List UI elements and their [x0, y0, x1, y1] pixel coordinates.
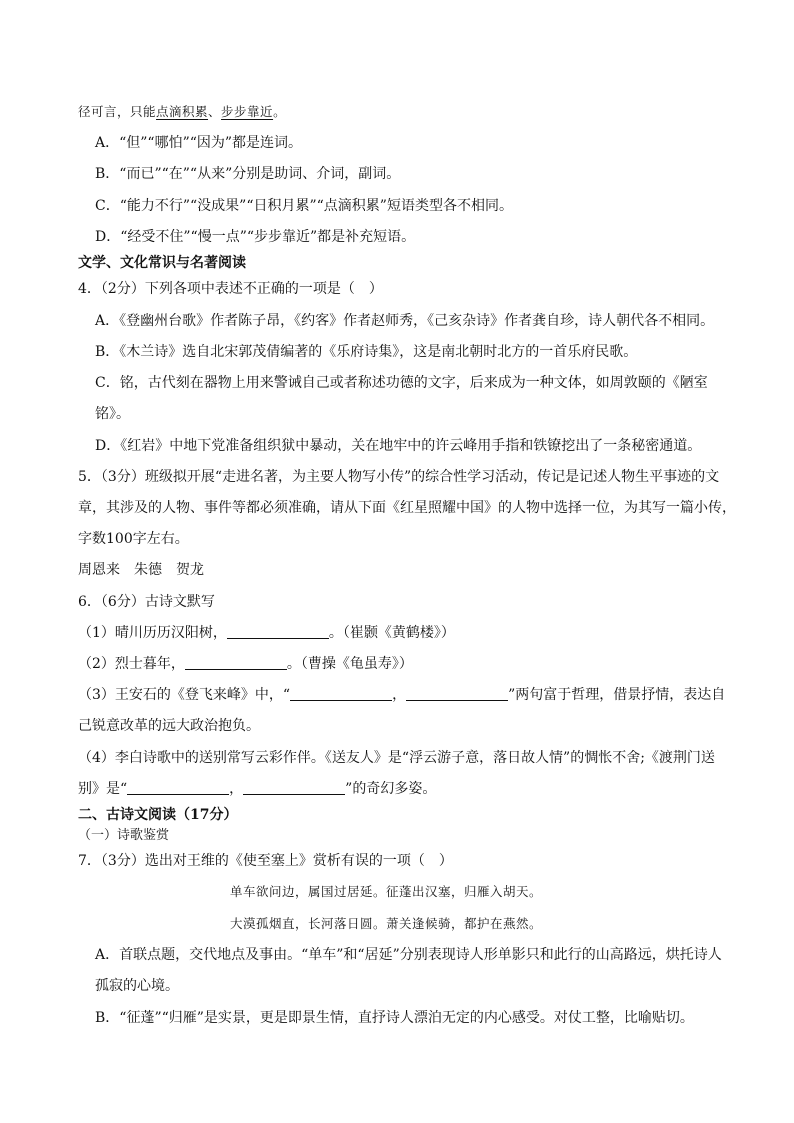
q7-poem-line-2: 大漠孤烟直，长河落日圆。萧关逢候骑，都护在燕然。 — [230, 916, 543, 931]
q6-item-2-text: （2）烈士暮年， — [78, 656, 185, 672]
q4-option-c: C．铭，古代刻在器物上用来警诫自己或者称述功德的文字，后来成为一种文体，如周敦颐的《陋室 — [95, 375, 708, 391]
q6-item-3-cont: 己锐意改革的远大政治抱负。 — [78, 718, 260, 734]
q4-option-a: A．《登幽州台歌》作者陈子昂，《约客》作者赵师秀，《己亥杂诗》作者龚自珍，诗人朝代各不相同。 — [95, 313, 715, 329]
q4-option-d: D．《红岩》中地下党准备组织狱中暴动，关在地牢中的许云峰用手指和铁镣挖出了一条秘密通道。 — [95, 438, 702, 454]
q6-item-2-source: 。（曹操《龟虽寿》） — [286, 656, 413, 672]
q5-line-3: 字数100字左右。 — [78, 531, 189, 547]
q6-item-3-comma: ， — [392, 687, 407, 703]
q6-item-3-text: （3）王安石的《登飞来峰》中，“ — [78, 687, 291, 703]
q6-blank-4b[interactable] — [243, 780, 345, 795]
q4-option-b: B．《木兰诗》选自北宋郭茂倩编著的《乐府诗集》，这是南北朝时北方的一首乐府民歌。 — [95, 344, 638, 360]
q6-blank-4a[interactable] — [127, 780, 229, 795]
section-heading-classical: 二、古诗文阅读（17分） — [78, 807, 238, 823]
q6-item-4: （4）李白诗歌中的送别常写云彩作伴。《送友人》是“浮云游子意，落日故人情”的惆怅不舍;《渡荆门送 — [78, 750, 715, 766]
q3-option-b: B．“而已”“在”“从来”分别是助词、介词，副词。 — [95, 166, 401, 182]
q6-item-1-source: 。（崔颢《黄鹤楼》） — [328, 625, 455, 641]
q7-option-b: B．“征蓬”“归雁”是实景，更是即景生情，直抒诗人漂泊无定的内心感受。对仗工整，比喻贴切。 — [95, 1010, 694, 1026]
q7-option-a-cont: 孤寂的心境。 — [95, 978, 179, 994]
intro-sep: 、 — [208, 104, 222, 119]
q6-blank-1[interactable] — [227, 624, 329, 639]
q6-item-2 — [78, 654, 413, 674]
q3-option-a: A．“但”“哪怕”“因为”都是连词。 — [95, 135, 303, 151]
q6-blank-3b[interactable] — [406, 686, 508, 701]
section-heading-literature: 文学、文化常识与名著阅读 — [78, 255, 246, 271]
q6-blank-3a[interactable] — [290, 686, 392, 701]
intro-end: 。 — [273, 104, 287, 119]
q5-line-1: 5．（3分）班级拟开展“走进名著，为主要人物写小传”的综合性学习活动，传记是记述人物生平事迹的文 — [78, 469, 720, 485]
q6-item-1-text: （1）晴川历历汉阳树， — [78, 625, 227, 641]
q6-item-3 — [78, 685, 725, 705]
intro-line — [78, 102, 286, 122]
q6-item-4-comma: ， — [229, 781, 244, 797]
q6-item-1 — [78, 623, 455, 643]
q4-option-c-cont: 铭》。 — [95, 406, 130, 422]
q5-line-2: 章，其涉及的人物、事件等都必须准确，请从下面《红星照耀中国》的人物中选择一位，为其写一篇小传， — [78, 500, 736, 516]
q6-blank-2[interactable] — [185, 655, 287, 670]
q6-item-4-cont — [78, 779, 436, 799]
q5-names: 周恩来 朱德 贺龙 — [78, 562, 204, 578]
q6-item-4-text: 别》是“ — [78, 781, 128, 797]
q3-option-c: C．“能力不行”“没成果”“日积月累”“点滴积累”短语类型各不相同。 — [95, 198, 513, 214]
subsection-poetry: （一）诗歌鉴赏 — [78, 828, 170, 843]
intro-prefix: 径可言，只能 — [78, 104, 157, 119]
q6-stem: 6．（6分）古诗文默写 — [78, 594, 215, 610]
q7-poem-line-1: 单车欲问边，属国过居延。征蓬出汉塞，归雁入胡天。 — [230, 884, 543, 899]
q6-item-4-tail: ”的奇幻多姿。 — [345, 781, 437, 797]
intro-underline-2: 步步靠近 — [221, 104, 274, 119]
q7-option-a: A．首联点题，交代地点及事由。“单车”和“居延”分别表现诗人形单影只和此行的山高路远，烘托诗人 — [95, 947, 722, 963]
q3-option-d: D．“经受不住”“慢一点”“步步靠近”都是补充短语。 — [95, 229, 416, 245]
q4-stem: 4．（2分）下列各项中表述不正确的一项是（ ） — [78, 281, 383, 297]
q6-item-3-tail: ”两句富于哲理，借景抒情，表达自 — [508, 687, 726, 703]
intro-underline-1: 点滴积累 — [156, 104, 209, 119]
q7-stem: 7．（3分）选出对王维的《使至塞上》赏析有误的一项（ ） — [78, 853, 453, 869]
